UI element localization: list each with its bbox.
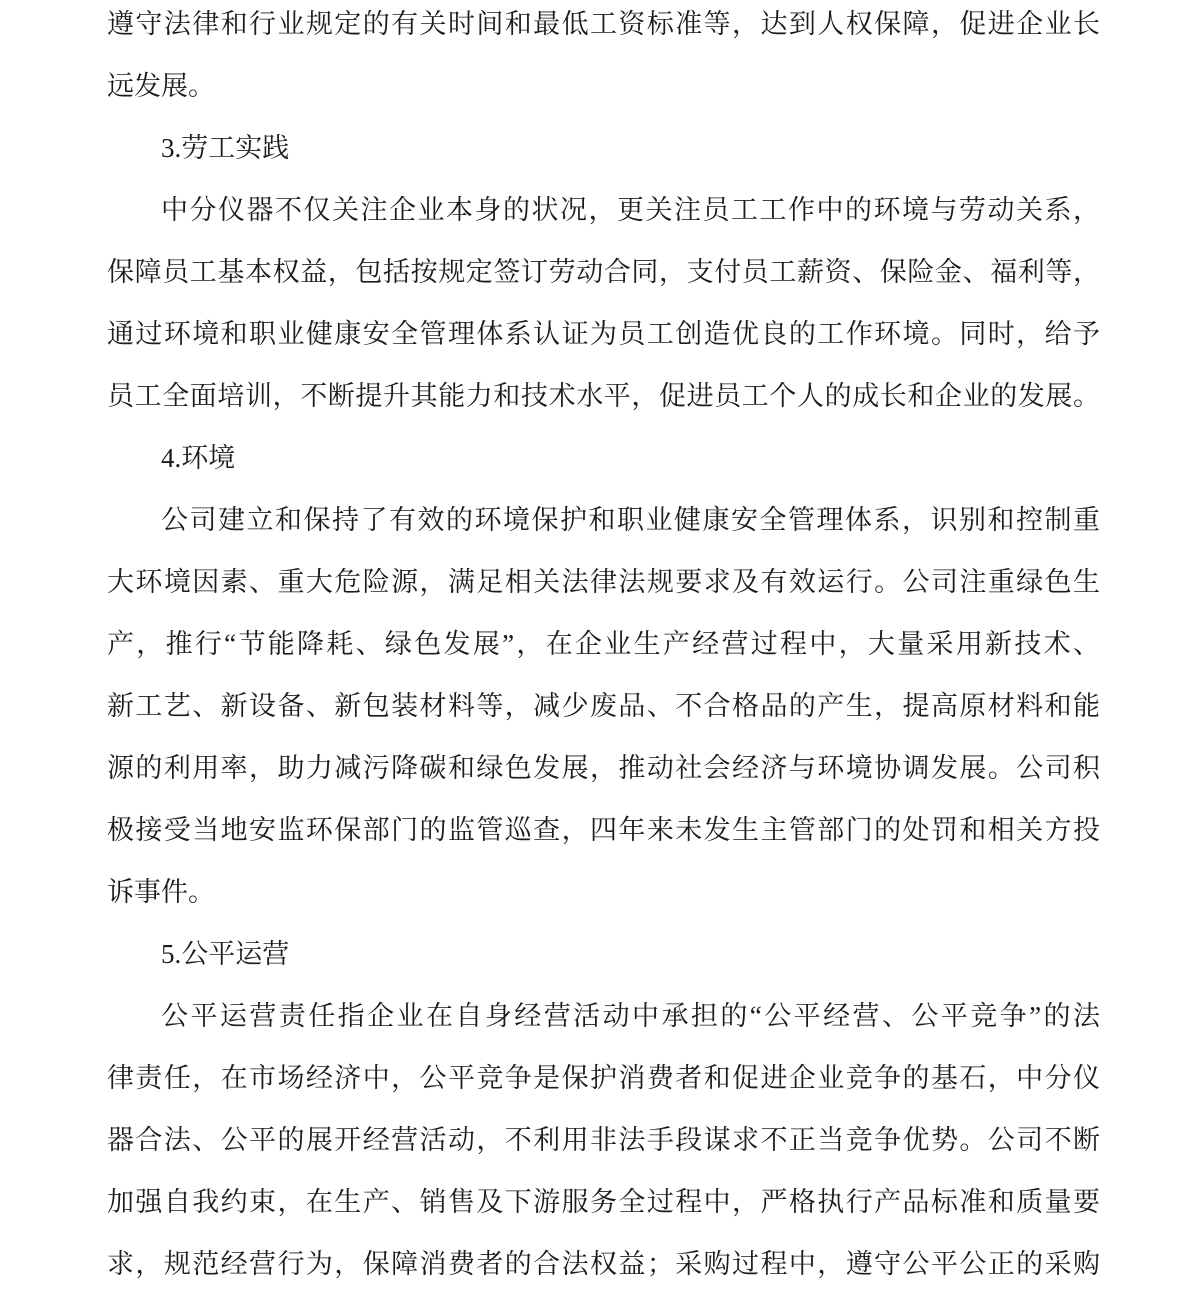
heading-4-environment [107,427,1100,489]
document-body [107,0,1100,1295]
heading-3-labor-practices-line-1: 3.劳工实践 [161,133,290,163]
paragraph-human-rights-continued-line-1: 遵守法律和行业规定的有关时间和最低工资标准等，达到人权保障，促进企业长 [107,9,1100,39]
paragraph-labor-practices [107,179,1100,427]
heading-4-environment-line-1: 4.环境 [161,443,236,473]
paragraph-labor-practices-line-4: 员工全面培训，不断提升其能力和技术水平，促进员工个人的成长和企业的发展。 [107,381,1100,411]
paragraph-fair-operation-line-4: 加强自我约束，在生产、销售及下游服务全过程中，严格执行产品标准和质量要 [107,1187,1100,1217]
paragraph-labor-practices-line-1: 中分仪器不仅关注企业本身的状况，更关注员工工作中的环境与劳动关系， [161,195,1100,225]
paragraph-environment-line-7: 诉事件。 [107,877,215,907]
paragraph-fair-operation-line-1: 公平运营责任指企业在自身经营活动中承担的“公平经营、公平竞争”的法 [161,1001,1100,1031]
paragraph-labor-practices-line-3: 通过环境和职业健康安全管理体系认证为员工创造优良的工作环境。同时，给予 [107,319,1100,349]
heading-5-fair-operation-line-1: 5.公平运营 [161,939,290,969]
heading-5-fair-operation [107,923,1100,985]
paragraph-fair-operation-line-2: 律责任，在市场经济中，公平竞争是保护消费者和促进企业竞争的基石，中分仪 [107,1063,1100,1093]
paragraph-fair-operation [107,985,1100,1295]
paragraph-fair-operation-line-3: 器合法、公平的展开经营活动，不利用非法手段谋求不正当竞争优势。公司不断 [107,1125,1100,1155]
paragraph-human-rights-continued-line-2: 远发展。 [107,71,215,101]
paragraph-environment-line-2: 大环境因素、重大危险源，满足相关法律法规要求及有效运行。公司注重绿色生 [107,567,1100,597]
paragraph-fair-operation-line-5: 求，规范经营行为，保障消费者的合法权益；采购过程中，遵守公平公正的采购 [107,1249,1100,1279]
paragraph-environment-line-6: 极接受当地安监环保部门的监管巡查，四年来未发生主管部门的处罚和相关方投 [107,815,1100,845]
paragraph-human-rights-continued [107,0,1100,117]
heading-3-labor-practices [107,117,1100,179]
paragraph-labor-practices-line-2: 保障员工基本权益，包括按规定签订劳动合同，支付员工薪资、保险金、福利等， [107,257,1100,287]
paragraph-environment-line-1: 公司建立和保持了有效的环境保护和职业健康安全管理体系，识别和控制重 [161,505,1100,535]
paragraph-environment-line-4: 新工艺、新设备、新包装材料等，减少废品、不合格品的产生，提高原材料和能 [107,691,1100,721]
paragraph-environment-line-5: 源的利用率，助力减污降碳和绿色发展，推动社会经济与环境协调发展。公司积 [107,753,1100,783]
paragraph-environment-line-3: 产，推行“节能降耗、绿色发展”，在企业生产经营过程中，大量采用新技术、 [107,629,1100,659]
paragraph-environment [107,489,1100,923]
